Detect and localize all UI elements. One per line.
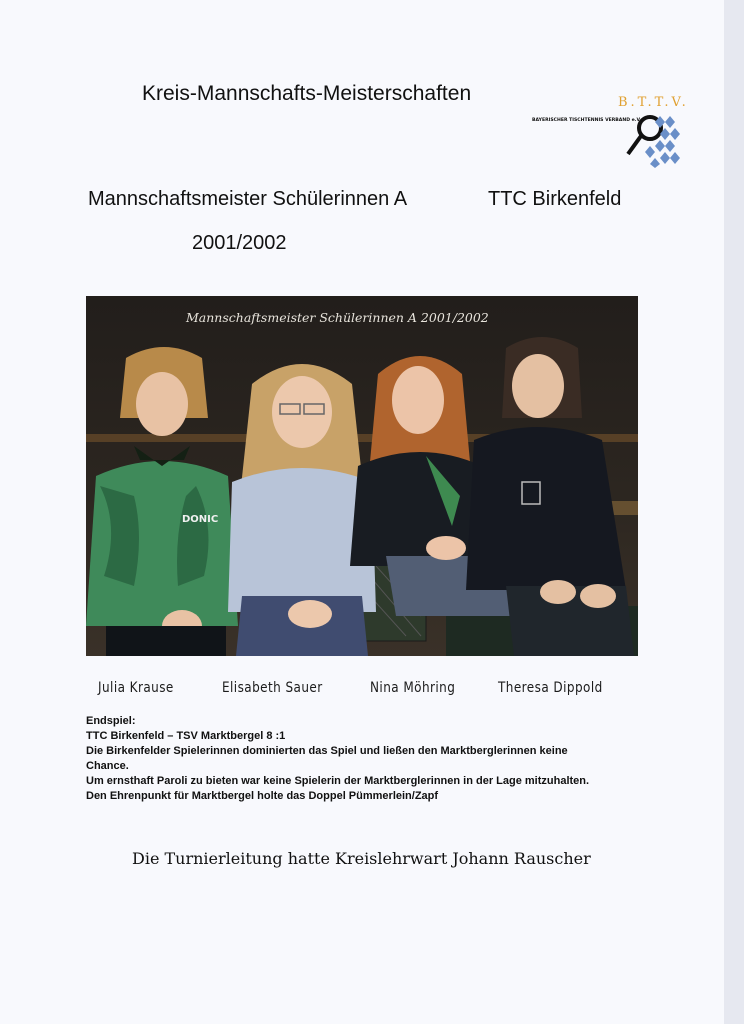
closing-statement: Die Turnierleitung hatte Kreislehrwart Johann Rauscher xyxy=(132,849,591,868)
page-edge xyxy=(724,0,744,1024)
team-photo xyxy=(86,296,638,656)
report-line: Chance. xyxy=(86,760,129,772)
player-name: Theresa Dippold xyxy=(498,680,603,696)
report-heading: Endspiel: xyxy=(86,715,136,727)
match-report xyxy=(86,714,626,804)
club-name: TTC Birkenfeld xyxy=(488,188,622,210)
player-name: Julia Krause xyxy=(98,680,174,696)
report-line: Um ernsthaft Paroli zu bieten war keine Spielerin der Marktberglerinnen in der Lage mitzuhalten. xyxy=(86,775,590,787)
player-name: Nina Möhring xyxy=(370,680,456,696)
logo-letters: B.T.T.V. xyxy=(618,95,689,110)
report-line: Den Ehrenpunkt für Marktbergel holte das Doppel Pümmerlein/Zapf xyxy=(86,790,439,802)
photo-caption: Mannschaftsmeister Schülerinnen A 2001/2002 xyxy=(186,310,489,325)
player-2-figure xyxy=(228,364,376,656)
bttv-logo xyxy=(532,88,689,168)
report-line: Die Birkenfelder Spielerinnen dominierten das Spiel und ließen den Marktberglerinnen keine xyxy=(86,745,568,757)
player-name: Elisabeth Sauer xyxy=(222,680,323,696)
table-tennis-paddle-icon xyxy=(532,88,689,168)
jersey-logo: DONIC xyxy=(182,514,219,525)
season: 2001/2002 xyxy=(192,232,287,254)
category-heading: Mannschaftsmeister Schülerinnen A xyxy=(88,188,408,210)
match-result: TTC Birkenfeld – TSV Marktbergel 8 :1 xyxy=(86,730,286,742)
document-title: Kreis-Mannschafts-Meisterschaften xyxy=(142,82,472,105)
logo-text: BAYERISCHER TISCHTENNIS VERBAND e.V. xyxy=(532,118,642,123)
